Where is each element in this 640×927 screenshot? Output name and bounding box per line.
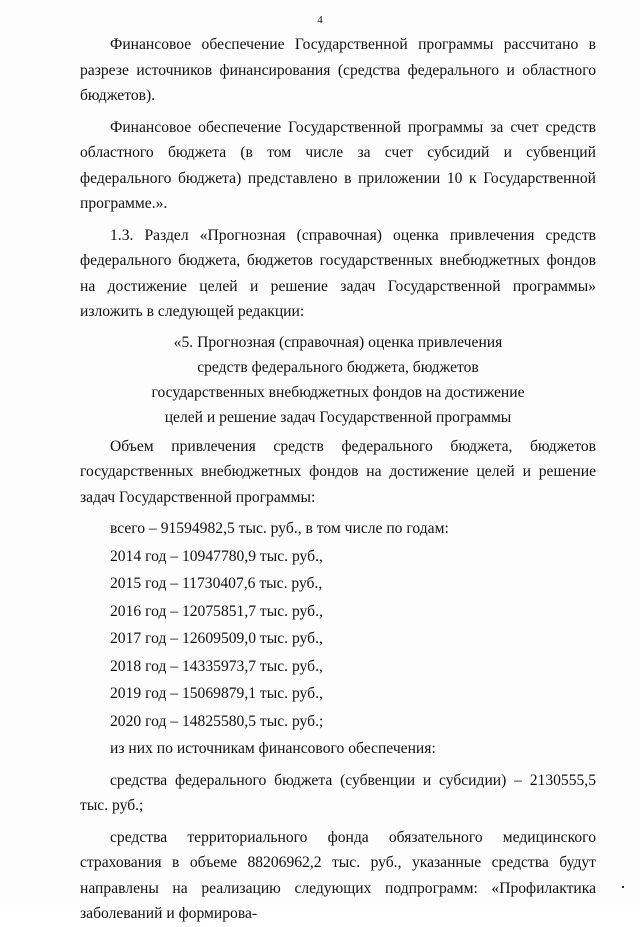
- heading-line: «5. Прогнозная (справочная) оценка привлечения: [173, 333, 503, 351]
- year-amount: 2014 год – 10947780,9 тыс. руб.,: [110, 547, 323, 565]
- section-heading: [80, 330, 596, 430]
- paragraph-federal-funds: средства федерального бюджета (субвенции и субсидии) – 2130555,5 тыс. руб.;: [80, 771, 596, 814]
- paragraph-section-1-3: 1.3. Раздел «Прогнозная (справочная) оценка привлечения средств федерального бюджета, бюджетов государственных внебюджетных фондов на достижение целей и решение задач Государственной программы» изложить в следующей редакции:: [80, 226, 596, 320]
- year-amount: 2020 год – 14825580,5 тыс. руб.;: [110, 712, 324, 730]
- scan-speck: [622, 886, 624, 888]
- total-amount: всего – 91594982,5 тыс. руб., в том числе по годам:: [110, 520, 449, 537]
- year-amount: 2019 год – 15069879,1 тыс. руб.,: [110, 685, 323, 702]
- paragraph-sources-intro: из них по источникам финансового обеспечения:: [110, 740, 436, 757]
- year-amount: 2018 год – 14335973,7 тыс. руб.,: [110, 657, 323, 675]
- heading-line: средств федерального бюджета, бюджетов: [197, 358, 479, 376]
- paragraph-regional-budget: Финансовое обеспечение Государственной программы за счет средств областного бюджета (в том числе за счет субсидий и субвенций федерального бюджета) представлено в приложении 10 к Государственной программе.».: [80, 118, 596, 212]
- paragraph-financing-sources: Финансовое обеспечение Государственной программы рассчитано в разрезе источников финансирования (средства федерального и областного бюджетов).: [80, 36, 596, 104]
- heading-line: государственных внебюджетных фондов на достижение: [151, 383, 525, 401]
- heading-line: целей и решение задач Государственной программы: [164, 408, 512, 426]
- page-number: 4: [317, 14, 323, 26]
- paragraph-volume-intro: Объем привлечения средств федерального бюджета, бюджетов государственных внебюджетных фондов на достижение целей и решение задач Государственной программы:: [80, 437, 596, 506]
- paragraph-territorial-fund: средства территориального фонда обязательного медицинского страхования в объеме 88206962,2 тыс. руб., указанные средства будут направлены на реализацию следующих подпрограмм: «Профилактика заболеваний и формирова-: [80, 828, 596, 922]
- year-amount: 2017 год – 12609509,0 тыс. руб.,: [110, 630, 323, 647]
- year-amount: 2015 год – 11730407,6 тыс. руб.,: [110, 575, 323, 592]
- year-amount: 2016 год – 12075851,7 тыс. руб.,: [110, 602, 323, 620]
- document-body: [80, 32, 596, 927]
